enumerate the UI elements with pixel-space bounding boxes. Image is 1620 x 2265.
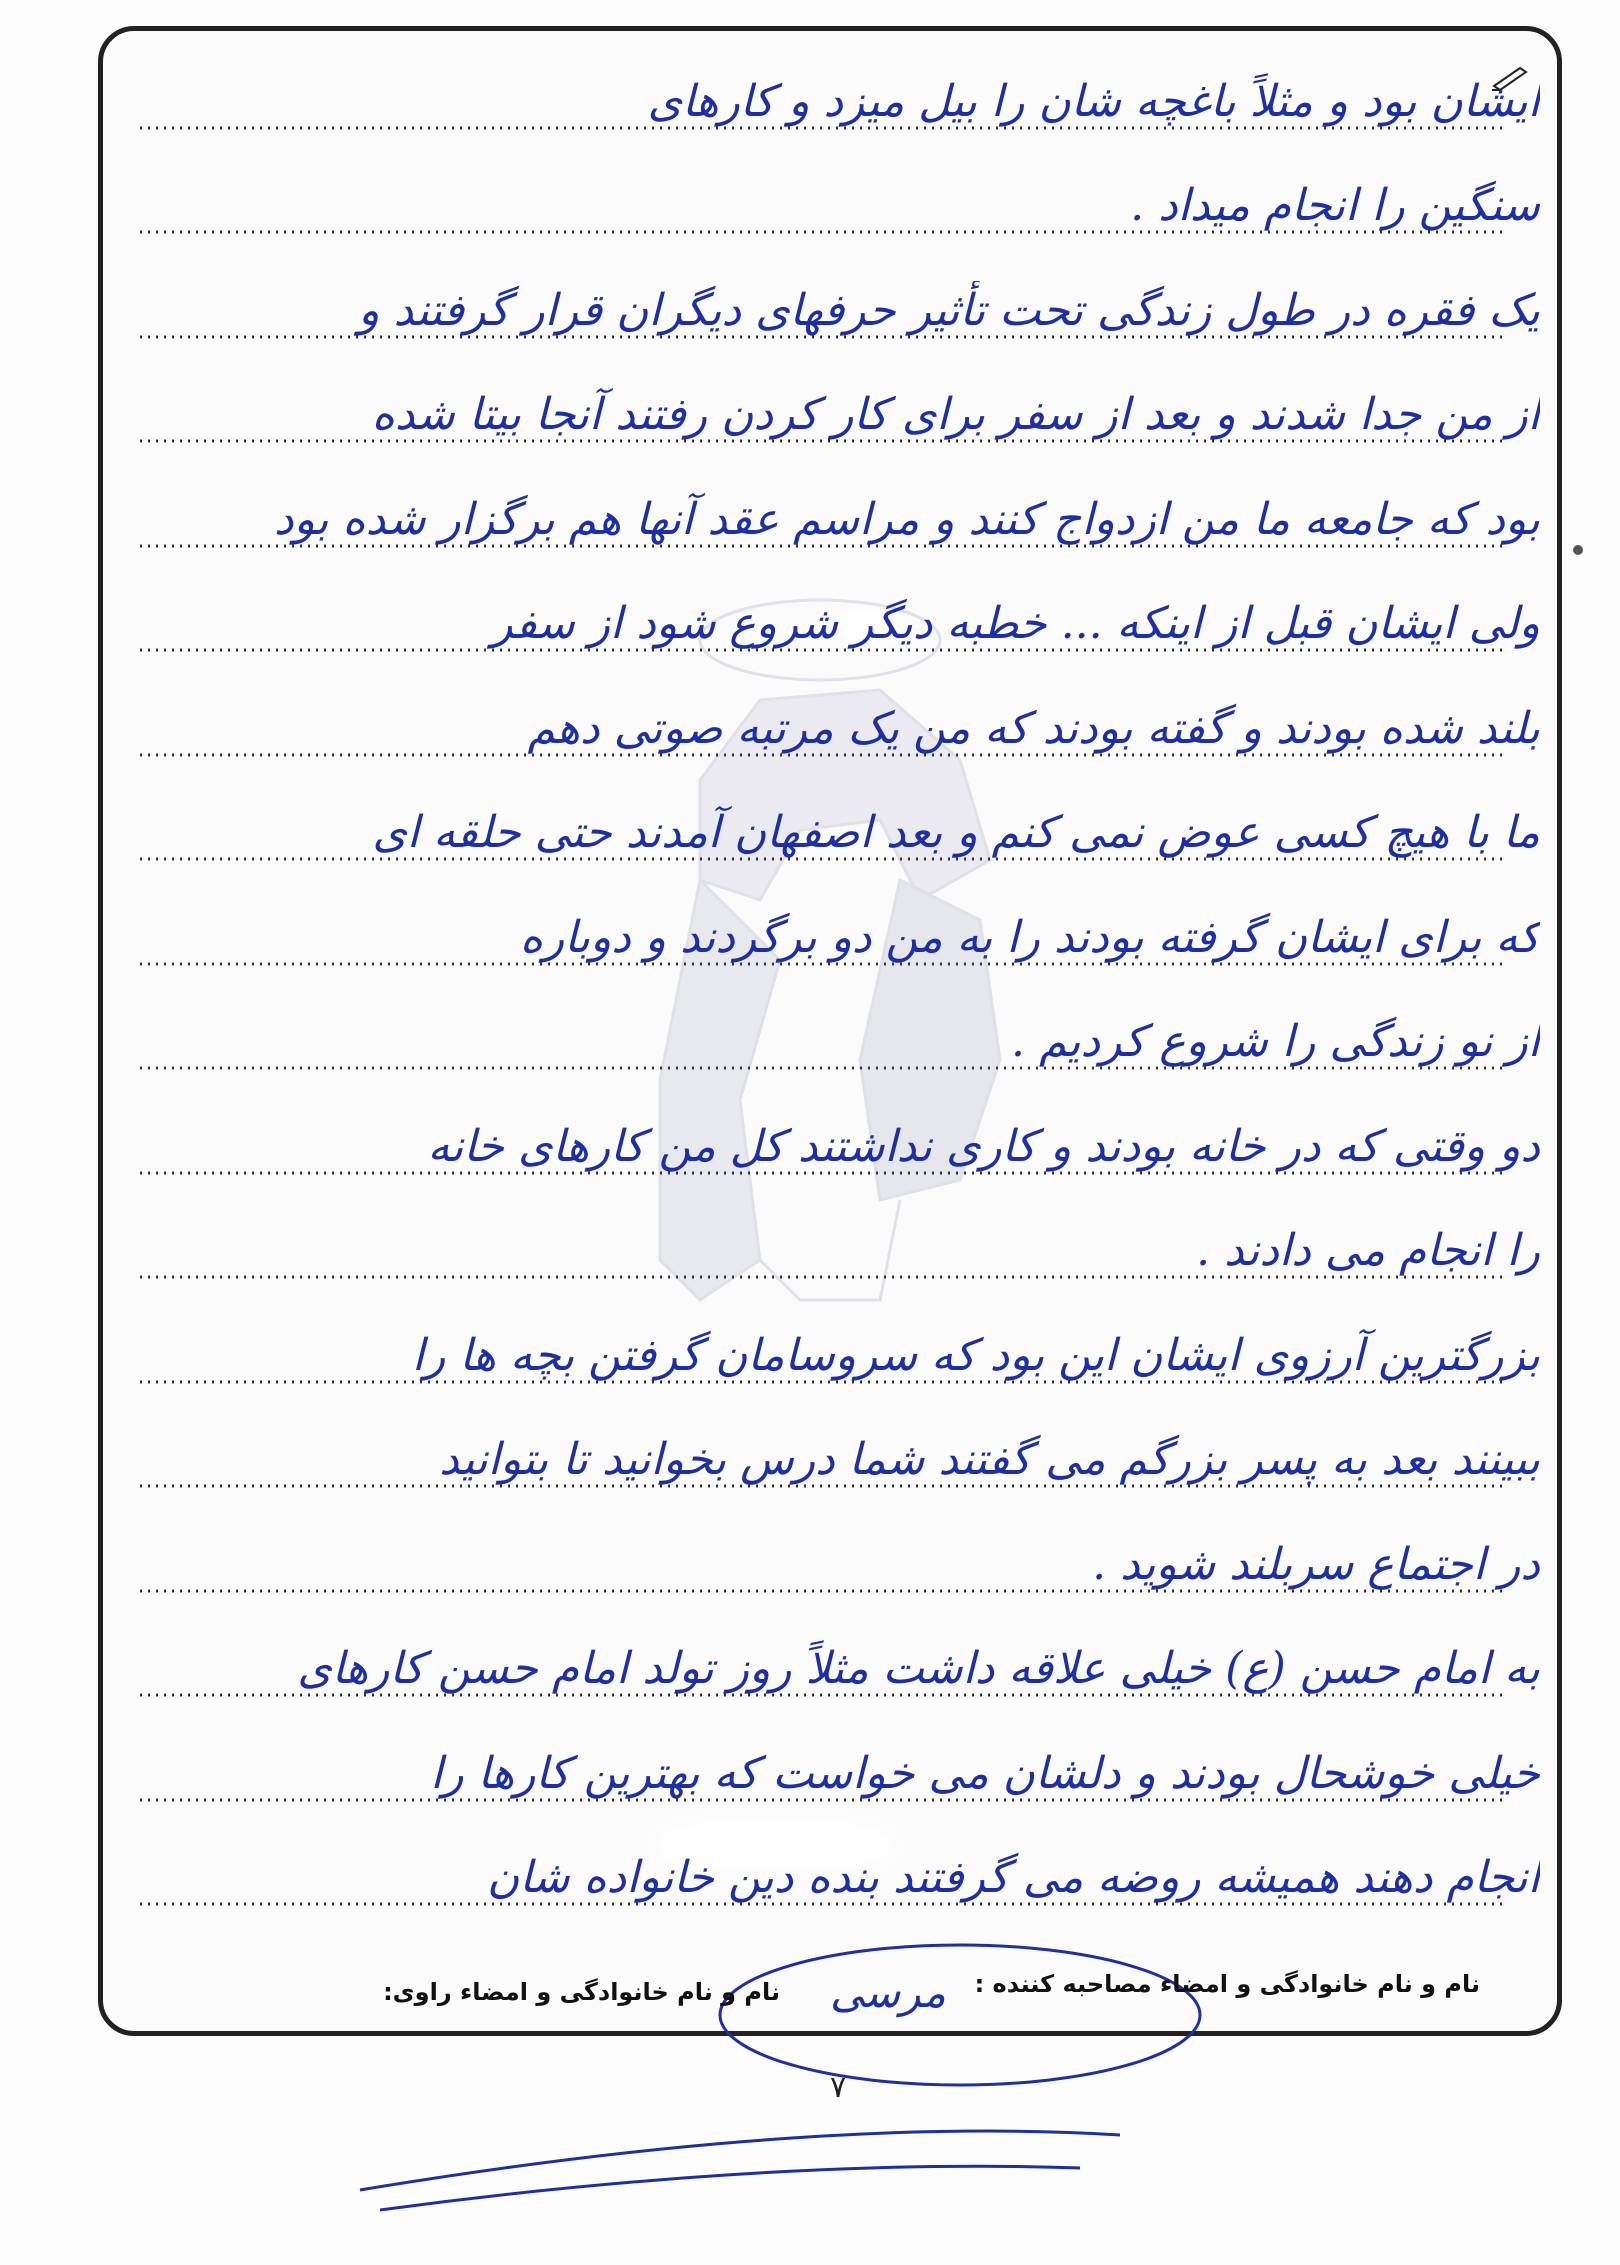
handwritten-line: ایشان بود و مثلاً باغچه شان را بیل میزد و کارهای (647, 76, 1540, 127)
punch-dot (1573, 545, 1583, 555)
handwritten-line: دو وقتی که در خانه بودند و کاری نداشتند کل من کارهای خانه (427, 1121, 1540, 1172)
narrator-signature-label: نام و نام خانوادگی و امضاء راوی: (383, 1978, 780, 2006)
handwritten-line: ما با هیچ کسی عوض نمی کنم و بعد اصفهان آمدند حتی حلقه ای (372, 807, 1540, 858)
signature-stroke (360, 2131, 1120, 2190)
handwritten-line: بود که جامعه ما من ازدواج کنند و مراسم عقد آنها هم برگزار شده بود (273, 494, 1540, 545)
handwritten-line: خیلی خوشحال بودند و دلشان می خواست که بهترین کارها را (430, 1748, 1540, 1799)
handwritten-line: بزرگترین آرزوی ایشان این بود که سروسامان گرفتن بچه ها را (411, 1330, 1540, 1381)
signature: مرسی (830, 1968, 946, 2017)
handwritten-line: یک فقره در طول زندگی تحت تأثیر حرفهای دیگران قرار گرفتند و (358, 285, 1540, 336)
signature-loop (720, 1945, 1200, 2085)
handwritten-line: در اجتماع سربلند شوید . (1092, 1539, 1540, 1590)
handwritten-line: را انجام می دادند . (1196, 1225, 1540, 1276)
handwritten-line: که برای ایشان گرفته بودند را به من دو برگردند و دوباره (520, 912, 1540, 963)
handwritten-line: به امام حسن (ع) خیلی علاقه داشت مثلاً روز تولد امام حسن کارهای (297, 1643, 1540, 1694)
handwritten-line: از من جدا شدند و بعد از سفر برای کار کردن رفتند آنجا بیتا شده (371, 389, 1540, 440)
handwritten-line: سنگین را انجام میداد . (1130, 180, 1540, 231)
handwritten-line: ولی ایشان قبل از اینکه ... خطبه دیگر شروع شود از سفر (491, 598, 1540, 649)
handwritten-line: از نو زندگی را شروع کردیم . (1010, 1016, 1540, 1067)
interviewer-signature-label: نام و نام خانوادگی و امضاء مصاحبه کننده : (974, 1970, 1480, 1998)
handwritten-line: انجام دهند همیشه روضه می گرفتند بنده دین خانواده شان (487, 1852, 1540, 1903)
handwritten-line: بلند شده بودند و گفته بودند که من یک مرتبه صوتی دهم (527, 703, 1540, 754)
handwritten-line: ببینند بعد به پسر بزرگم می گفتند شما درس بخوانید تا بتوانید (439, 1434, 1540, 1485)
page-number: ۷ (830, 2070, 847, 2105)
